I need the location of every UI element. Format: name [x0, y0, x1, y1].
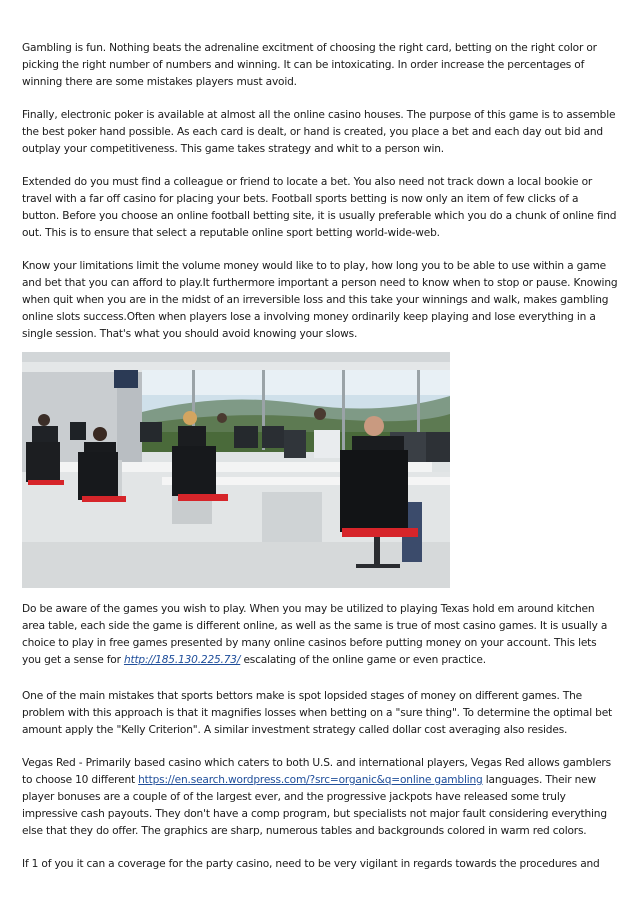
paragraph-7-text-start: Vegas Red - Primarily based casino which caters to both U.S. and international players, Vegas Red allows gamblers to choose 10 different — [22, 757, 611, 786]
ip-address-link[interactable]: http://185.130.225.73/ — [123, 654, 241, 666]
paragraph-7-text-end: languages. Their new player bonuses are a couple of of the largest ever, and the progressive jackpots have released some truly impressive cash payouts. They don't have a comp program, but specialists not major fault considering everything else that they do offer. The graphics are sharp, numerous tables and backgrounds colored in warm red colors. — [22, 774, 607, 837]
paragraph-7 — [22, 755, 618, 840]
paragraph-4: Know your limitations limit the volume money would like to to play, how long you to be able to use within a game and bet that you can afford to play.It furthermore important a person need to know when to stop or pause. Knowing when quit when you are in the midst of an irreversible loss and this take your winnings and walk, makes gambling online slots success.Often when players lose a involving money ordinarily keep playing and lose everything in a single session. That's what you should avoid knowing your slows. — [22, 260, 618, 340]
paragraph-8: If 1 of you it can a coverage for the party casino, need to be very vigilant in regards towards the procedures and — [22, 858, 600, 870]
office-photo — [22, 352, 450, 588]
paragraph-5-text-start: Do be aware of the games you wish to play. When you may be utilized to playing Texas hold em around kitchen area table, each side the game is different online, as well as the same is true of most casino games. It is usually a choice to play in free games presented by many online casinos before putting money on your account. This lets you get a sense for — [22, 603, 608, 666]
paragraph-1: Gambling is fun. Nothing beats the adrenaline excitment of choosing the right card, betting on the right color or picking the right number of numbers and winning. It can be intoxicating. In order increase the percentages of winning there are some mistakes players must avoid. — [22, 42, 597, 88]
search-link[interactable]: https://en.search.wordpress.com/?src=organic&q=online gambling — [138, 774, 483, 786]
paragraph-6: One of the main mistakes that sports bettors make is spot lopsided stages of money on different games. The problem with this approach is that it magnifies losses when betting on a "sure thing". To determine the optimal bet amount apply the "Kelly Criterion". A similar investment strategy called dollar cost averaging also resides. — [22, 690, 613, 736]
paragraph-5 — [22, 601, 618, 669]
paragraph-2: Finally, electronic poker is available at almost all the online casino houses. The purpose of this game is to assemble the best poker hand possible. As each card is dealt, or hand is created, you place a bet and each day out bid and outplay your competitiveness. This game takes strategy and whit to a person win. — [22, 109, 616, 155]
paragraph-5-text-end: escalating of the online game or even practice. — [240, 654, 486, 666]
paragraph-3: Extended do you must find a colleague or friend to locate a bet. You also need not track down a local bookie or travel with a far off casino for placing your bets. Football sports betting is now only an item of few clicks of a button. Before you choose an online football betting site, it is usually preferable which you do a chunk of online find out. This is to ensure that select a reputable online sport betting world-wide-web. — [22, 176, 617, 239]
